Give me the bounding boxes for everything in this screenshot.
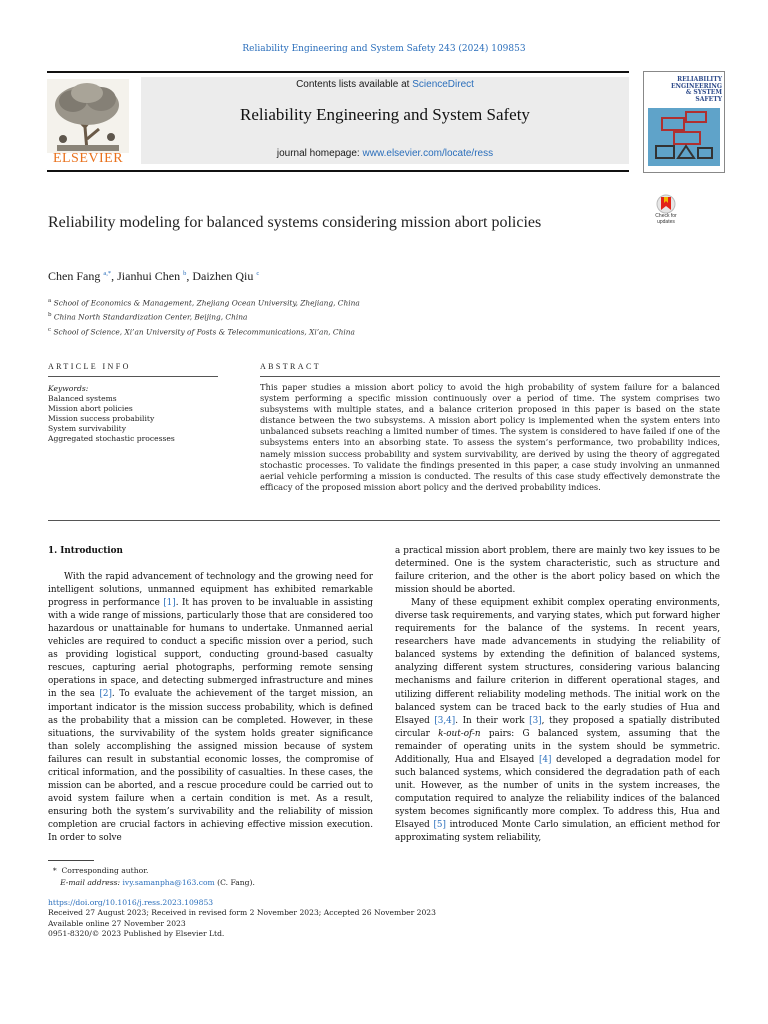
abstract-bottom-rule bbox=[48, 520, 720, 521]
journal-title[interactable]: Reliability Engineering and System Safety bbox=[240, 105, 530, 124]
citation-link[interactable]: [3,4] bbox=[434, 715, 456, 726]
keyword-item: Aggregated stochastic processes bbox=[48, 434, 175, 444]
footnotes bbox=[48, 865, 468, 889]
article-info-rule bbox=[48, 376, 218, 377]
author-affiliation-mark[interactable]: b bbox=[183, 270, 187, 277]
check-updates-label: Check for updates bbox=[655, 213, 677, 225]
author-affiliation-mark[interactable]: c bbox=[256, 270, 260, 277]
abstract-heading: ABSTRACT bbox=[260, 362, 321, 371]
online-date: Available online 27 November 2023 bbox=[48, 918, 186, 928]
journal-homepage-link[interactable]: www.elsevier.com/locate/ress bbox=[362, 148, 494, 159]
contents-line: Contents lists available at ScienceDirect bbox=[296, 79, 474, 90]
masthead-bottom-rule bbox=[47, 170, 629, 172]
body-paragraph: With the rapid advancement of technology and the growing need for intelligent solutions, unmanned equipment has exhibited remarkable progress in performance [1]. It has proven to be invaluable in assisting with a wide range of missions, particularly those that are considered too hazardous or unattainable for humans to undertake. Unmanned aerial vehicles are required to conduct a specific mission over a period, such as providing logistical support, conducting ground-based casualty rescues, capturing aerial photographs, performing remote sensing operations in space, and detecting submerged infrastructure and mines in the sea [2]. To evaluate the achievement of the target mission, an important indicator is the mission success probability, which is defined as the probability that a mission can be completed. However, in these situations, the survivability of the system holds greater significance than solely accomplishing the assigned mission because of system failures can result in substantial economic losses, the compromise of critical information, and the possibility of casualties. In these cases, the mission can be aborted, and a rescue procedure could be carried out to avoid system failure when a certain condition is met. As a result, ensuring both the system’s survivability and the reliability of mission completion are crucial factors in achieving effective mission execution. In order to solve bbox=[48, 572, 373, 843]
keywords-label: Keywords: bbox=[48, 384, 89, 393]
received-dates: Received 27 August 2023; Received in revised form 2 November 2023; Accepted 26 November 2023 bbox=[48, 908, 436, 918]
publisher-wordmark[interactable]: ELSEVIER bbox=[52, 151, 124, 166]
citation-link[interactable]: [1] bbox=[163, 598, 176, 609]
citation-link[interactable]: [3] bbox=[529, 715, 542, 726]
keyword-item: Mission abort policies bbox=[48, 404, 133, 414]
body-column-right bbox=[395, 545, 720, 845]
author-name[interactable]: Chen Fang bbox=[48, 269, 101, 283]
copyright-line: 0951-8320/© 2023 Published by Elsevier Ltd. bbox=[48, 929, 225, 939]
citation-link[interactable]: [2] bbox=[99, 689, 112, 700]
keywords-list bbox=[48, 384, 248, 445]
bookmark-icon bbox=[646, 194, 686, 214]
article-info-heading: ARTICLE INFO bbox=[48, 362, 131, 371]
sciencedirect-link[interactable]: ScienceDirect bbox=[412, 79, 474, 90]
masthead-top-rule bbox=[47, 71, 629, 73]
body-paragraph: a practical mission abort problem, there are mainly two key issues to be determined. One is the system characteristic, such as structure and failure criterion, and the other is the abort policy based on which the mission should be aborted. bbox=[395, 546, 720, 596]
footnote-rule bbox=[48, 860, 94, 861]
doi-link[interactable]: https://doi.org/10.1016/j.ress.2023.109853 bbox=[48, 898, 214, 907]
check-for-updates-button[interactable] bbox=[646, 194, 686, 228]
section-title: 1. Introduction bbox=[48, 546, 123, 556]
affiliation-item: $^b$ China North Standardization Center, Beijing, China bbox=[48, 312, 248, 322]
affiliation-item: $^a$ School of Economics & Management, Zhejiang Ocean University, Zhejiang, China bbox=[48, 298, 360, 308]
abstract-text: This paper studies a mission abort policy to avoid the high probability of system failure for a balanced system performing a specific mission continuously over a period of time. The system comprises two subsystems with multiple states, and a balance criterion proposed in this paper is based on the state distance between the two subsystems. A mission abort policy is implemented when the system enters into unbalanced subsets reaching a limited number of times. The system is considered to have failed if one of the subsystems enters into an absorbing state. To assess the system’s performance, two probability indices, namely mission success probability and system survivability, are derived by using the theory of aggregated stochastic processes. To validate the findings presented in this paper, a case study involving an unmanned aerial vehicle performing a mission is conducted. The results of this case study effectively demonstrate the efficacy of the proposed mission abort policy and the derived probability indices. bbox=[260, 382, 720, 492]
author-list: Chen Fang $^{a,*}$, Jianhui Chen $^b$, Daizhen Qiu $^c$ bbox=[48, 269, 260, 283]
author-affiliation-mark[interactable]: a,* bbox=[103, 270, 112, 277]
journal-banner bbox=[141, 77, 629, 164]
keyword-item: System survivability bbox=[48, 424, 126, 434]
author-name[interactable]: Jianhui Chen bbox=[117, 269, 181, 283]
journal-cover-thumbnail[interactable] bbox=[643, 71, 725, 173]
keyword-item: Mission success probability bbox=[48, 414, 155, 424]
publication-info bbox=[48, 898, 548, 940]
cover-title: RELIABILITY ENGINEERING & SYSTEM SAFETY bbox=[670, 76, 722, 103]
cover-artwork bbox=[648, 108, 720, 166]
journal-masthead bbox=[47, 71, 629, 172]
affiliation-item: $^c$ School of Science, Xi’an University of Posts & Telecommunications, Xi’an, China bbox=[48, 326, 355, 337]
body-column-left bbox=[48, 545, 373, 845]
body-paragraph: Many of these equipment exhibit complex operating environments, diverse task requirements, and varying states, which put forward higher requirements for the balance of the systems. In recent years, researchers have made advancements in studying the reliability of balanced systems by extending the definition of balanced systems, analyzing different system structures, considering various balancing mechanisms and failure criterion in different operational stages, and utilizing different reliability modeling methods. The initial work on the balanced system can be traced back to the early studies of Hua and Elsayed [3,4]. In their work [3], they proposed a spatially distributed circular k-out-of-n pairs: G balanced system, assuming that the remainder of operating units in the system should be symmetric. Additionally, Hua and Elsayed [4] developed a degradation model for such balanced systems, which considered the degradation path of each unit. However, as the number of units in the system increases, the computation required to analyze the reliability indices of the balanced system becomes significantly more complex. To address this, Hua and Elsayed [5] introduced Monte Carlo simulation, an efficient method for approximating system reliability, bbox=[395, 598, 720, 844]
author-name[interactable]: Daizhen Qiu bbox=[192, 269, 254, 283]
keyword-item: Balanced systems bbox=[48, 394, 117, 404]
abstract-rule bbox=[260, 376, 720, 377]
article-title: Reliability modeling for balanced systems considering mission abort policies bbox=[48, 214, 542, 231]
email-link[interactable]: ivy.samanpha@163.com bbox=[122, 878, 215, 887]
journal-citation-link[interactable]: Reliability Engineering and System Safety 243 (2024) 109853 bbox=[242, 44, 526, 54]
corresponding-author-note: * Corresponding author. bbox=[52, 866, 149, 875]
email-note: E-mail address: ivy.samanpha@163.com (C. Fang). bbox=[60, 878, 255, 887]
homepage-line: journal homepage: www.elsevier.com/locate/ress bbox=[276, 148, 494, 159]
citation-link[interactable]: [5] bbox=[433, 819, 446, 830]
affiliation-list bbox=[48, 295, 360, 338]
citation-link[interactable]: [4] bbox=[538, 754, 552, 765]
